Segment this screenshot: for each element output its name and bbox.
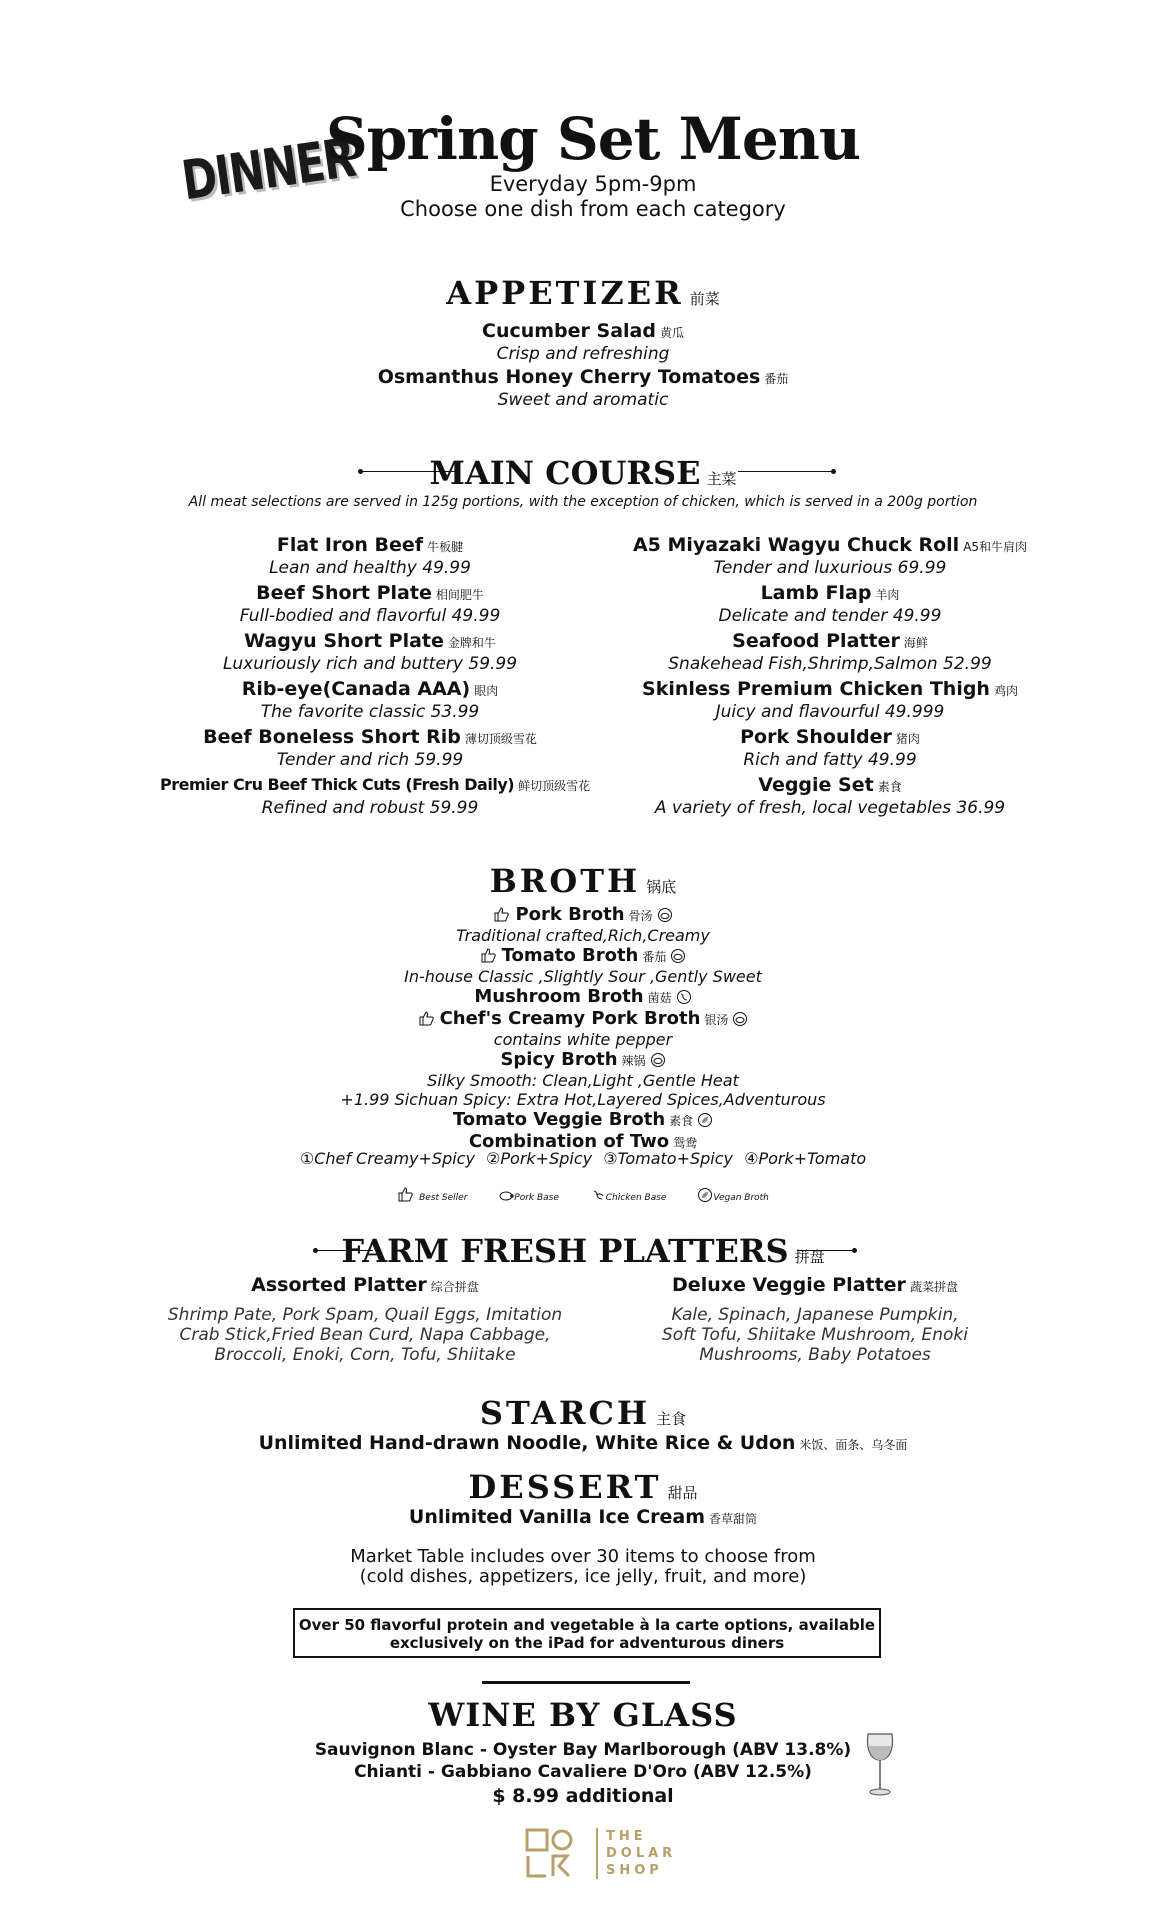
starch-item: Unlimited Hand-drawn Noodle, White Rice & Udon 米饭、面条、乌冬面 [258,1432,908,1454]
broth-item-name: Chef's Creamy Pork Broth [439,1008,701,1029]
main-course-item-zh: 薄切顶级雪花 [464,732,537,746]
main-course-title: MAIN COURSE 主菜 [429,454,737,492]
broth-item [0,904,1166,926]
legend-chicken-base: Chicken Base [586,1193,670,1203]
main-course-item-zh: 相间肥牛 [435,588,484,602]
main-course-item-zh: 牛板腱 [427,540,464,554]
main-course-item [620,773,1040,797]
leaf-icon [697,1112,713,1128]
hours-text: Everyday 5pm-9pm [489,172,697,196]
main-course-item-name: Beef Boneless Short Rib [203,726,461,748]
main-course-item [160,533,580,557]
appetizer-item-2: Osmanthus Honey Cherry Tomatoes 番茄 [377,366,789,388]
main-course-item-name: Veggie Set [758,774,874,796]
instruction-text: Choose one dish from each category [400,197,786,221]
wine-title: WINE BY GLASS [428,1696,738,1734]
broth-list [0,904,1166,1153]
dessert-item: Unlimited Vanilla Ice Cream 香草甜筒 [408,1506,758,1528]
broth-item-zh: 番茄 [642,950,667,964]
main-course-item-name: Premier Cru Beef Thick Cuts (Fresh Daily) [160,775,515,794]
broth-item-zh: 素食 [669,1114,694,1128]
thumbs-up-icon [397,1186,413,1202]
main-course-item-desc: Tender and luxurious 69.99 [713,558,947,578]
assorted-platter-name: Assorted Platter 综合拼盘 [251,1274,479,1296]
main-course-item-zh: 羊肉 [875,588,900,602]
wine-glass-icon [864,1732,896,1798]
dessert-title: DESSERT 甜品 [468,1468,698,1506]
broth-item-desc: Silky Smooth: Clean,Light ,Gentle Heat [427,1071,739,1090]
combo-options: ①Chef Creamy+Spicy ②Pork+Spicy ③Tomato+Spicy ④Pork+Tomato [299,1149,867,1168]
main-course-item-name: Lamb Flap [760,582,872,604]
wine-line-1: Sauvignon Blanc - Oyster Bay Marlborough (ABV 13.8%) [314,1740,852,1760]
broth-item-desc: contains white pepper [493,1030,673,1049]
pig-icon [732,1011,748,1027]
main-course-item-desc: Snakehead Fish,Shrimp,Salmon 52.99 [668,654,992,674]
portion-note: All meat selections are served in 125g portions, with the exception of chicken, which is served in a 200g portion [188,494,978,510]
market-table-line-1: Market Table includes over 30 items to choose from [350,1546,816,1567]
chicken-icon [676,989,692,1005]
starch-title: STARCH 主食 [479,1394,687,1432]
broth-title: BROTH 锅底 [489,862,677,900]
assorted-platter-desc: Shrimp Pate, Pork Spam, Quail Eggs, Imitation Crab Stick,Fried Bean Curd, Napa Cabbage, Broccoli, Enoki, Corn, Tofu, Shiitake [167,1305,563,1365]
broth-item-zh: 辣锅 [621,1054,646,1068]
thumbs-up-icon [493,906,509,922]
appetizer-item-2-desc: Sweet and aromatic [497,390,669,410]
appetizer-item-1-desc: Crisp and refreshing [496,344,670,364]
page-title: Spring Set Menu [325,105,861,173]
appetizer-title: APPETIZER 前菜 [446,274,720,312]
main-course-left-column [160,533,591,820]
platters-title: FARM FRESH PLATTERS 拼盘 [341,1232,825,1270]
main-course-item-zh: 鸡肉 [993,684,1018,698]
broth-item-name: Mushroom Broth [474,986,644,1007]
dinner-logo: DINNER [178,125,359,213]
broth-item-desc: +1.99 Sichuan Spicy: Extra Hot,Layered Spices,Adventurous [340,1090,826,1109]
main-course-item-zh: 素食 [877,780,902,794]
broth-item-name: Pork Broth [515,904,625,925]
veggie-platter-name: Deluxe Veggie Platter 蔬菜拼盘 [672,1274,958,1296]
broth-item-name: Tomato Broth [501,945,639,966]
dolar-shop-logo-icon [525,1828,575,1878]
chicken-icon [590,1187,606,1203]
main-course-item-zh: 猪肉 [895,732,920,746]
main-course-item-zh: 眼肉 [474,684,499,698]
legend-best-seller: Best Seller [397,1193,470,1203]
main-course-item-name: A5 Miyazaki Wagyu Chuck Roll [632,534,960,556]
broth-item [0,986,1166,1008]
thumbs-up-icon [418,1010,434,1026]
main-course-item [160,773,591,797]
main-course-item [620,581,1040,605]
main-course-item-desc: Tender and rich 59.99 [276,750,464,770]
main-course-right-column [620,533,1040,820]
pig-icon [650,1052,666,1068]
main-course-item-name: Wagyu Short Plate [244,630,444,652]
broth-item-zh: 银汤 [704,1013,729,1027]
broth-item-zh: 鸳鸯 [673,1136,698,1150]
broth-item-desc: In-house Classic ,Slightly Sour ,Gently Sweet [404,967,762,986]
pig-icon [498,1187,514,1203]
broth-item [0,1008,1166,1030]
broth-item-name: Combination of Two [468,1131,670,1152]
main-course-item-name: Seafood Platter [732,630,900,652]
broth-item-desc: Traditional crafted,Rich,Creamy [456,926,710,945]
broth-item [0,1109,1166,1131]
main-course-item-zh: 鲜切顶级雪花 [518,779,591,793]
leaf-icon [697,1187,713,1203]
appetizer-item-1: Cucumber Salad 黄瓜 [482,320,684,342]
broth-item [0,945,1166,967]
ipad-options-notice: Over 50 flavorful protein and vegetable à la carte options, available exclusively on the iPad for adventurous diners [293,1608,881,1658]
wine-line-2: Chianti - Gabbiano Cavaliere D'Oro (ABV 12.5%) [354,1762,812,1782]
main-course-item-name: Skinless Premium Chicken Thigh [642,678,990,700]
main-course-item-desc: A variety of fresh, local vegetables 36.99 [654,798,1006,818]
main-course-item-name: Flat Iron Beef [276,534,424,556]
wine-price: $ 8.99 additional [492,1785,674,1807]
main-course-item-name: Beef Short Plate [256,582,432,604]
wine-divider [482,1681,690,1684]
main-course-item-desc: Full-bodied and flavorful 49.99 [239,606,501,626]
main-course-item-desc: Luxuriously rich and buttery 59.99 [222,654,518,674]
main-course-item-zh: A5和牛肩肉 [963,540,1028,554]
main-course-item-desc: Rich and fatty 49.99 [743,750,917,770]
main-course-item-zh: 海鲜 [903,636,928,650]
main-course-item [620,533,1040,557]
broth-item-name: Spicy Broth [500,1049,618,1070]
main-course-item-desc: Refined and robust 59.99 [261,798,479,818]
market-table-line-2: (cold dishes, appetizers, ice jelly, fruit, and more) [359,1566,807,1587]
main-course-item [620,629,1040,653]
main-course-item [620,677,1040,701]
legend-vegan-broth: Vegan Broth [693,1193,769,1203]
broth-item [0,1049,1166,1071]
thumbs-up-icon [480,947,496,963]
broth-item-name: Tomato Veggie Broth [452,1109,666,1130]
main-course-item-zh: 金牌和牛 [447,636,496,650]
dolar-shop-wordmark: THE DOLAR SHOP [596,1828,676,1879]
main-course-item-desc: The favorite classic 53.99 [260,702,480,722]
main-course-item [160,677,580,701]
legend-pork-base: Pork Base [494,1193,562,1203]
broth-item-zh: 骨汤 [628,909,653,923]
main-course-item-desc: Juicy and flavourful 49.999 [715,702,945,722]
main-course-item [160,581,580,605]
main-course-item-name: Rib-eye(Canada AAA) [241,678,471,700]
broth-legend [0,1186,1166,1203]
main-course-item [160,725,580,749]
main-course-item-desc: Lean and healthy 49.99 [269,558,471,578]
pig-icon [657,907,673,923]
main-course-item [620,725,1040,749]
broth-item-zh: 菌菇 [647,991,672,1005]
main-course-item-name: Pork Shoulder [740,726,892,748]
main-course-item-desc: Delicate and tender 49.99 [718,606,942,626]
main-course-item [160,629,580,653]
pig-icon [670,948,686,964]
veggie-platter-desc: Kale, Spinach, Japanese Pumpkin, Soft Tofu, Shiitake Mushroom, Enoki Mushrooms, Baby Potatoes [661,1305,969,1365]
